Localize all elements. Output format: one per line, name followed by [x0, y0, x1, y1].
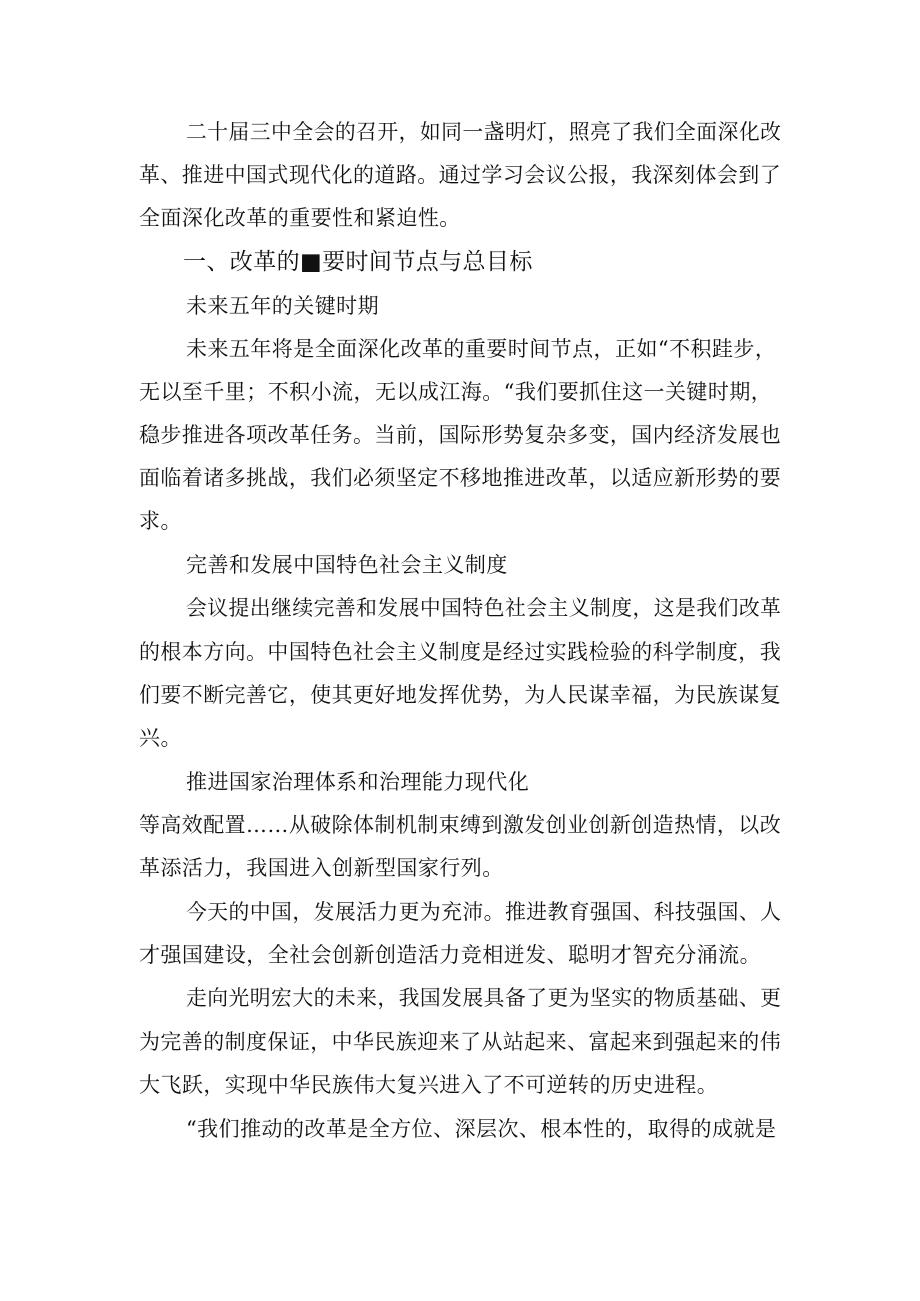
- sub3-line-2: 革添活力，我国进入创新型国家行列。: [139, 856, 504, 880]
- intro-line-1: 二十届三中全会的召开，如同一盏明灯，照亮了我们全面深化改: [186, 120, 782, 144]
- subsection-title-3: 推进国家治理体系和治理能力现代化: [186, 770, 530, 794]
- sub3-line-1: 等高效配置……从破除体制机制束缚到激发创业创新创造热情，以改: [139, 813, 782, 837]
- sub1-line-5: 求。: [139, 509, 182, 533]
- future-line-1: 走向光明宏大的未来，我国发展具备了更为坚实的物质基础、更: [186, 986, 782, 1010]
- sub2-line-2: 的根本方向。中国特色社会主义制度是经过实践检验的科学制度，我: [139, 640, 782, 664]
- subsection-title-1: 未来五年的关键时期: [186, 294, 380, 318]
- sub1-line-1: 未来五年将是全面深化改革的重要时间节点，正如“不积跬步，: [186, 337, 777, 361]
- today-line-1: 今天的中国，发展活力更为充沛。推进教育强国、科技强国、人: [186, 900, 782, 924]
- sub2-line-3: 们要不断完善它，使其更好地发挥优势，为人民谋幸福，为民族谋复: [139, 683, 782, 707]
- sub1-line-2: 无以至千里；不积小流，无以成江海。“我们要抓住这一关键时期，: [139, 380, 773, 404]
- intro-line-3: 全面深化改革的重要性和紧迫性。: [139, 206, 461, 230]
- sub1-line-3: 稳步推进各项改革任务。当前，国际形势复杂多变，国内经济发展也: [139, 423, 782, 447]
- future-line-3: 大飞跃，实现中华民族伟大复兴进入了不可逆转的历史进程。: [139, 1073, 719, 1097]
- quote-line-1: “我们推动的改革是全方位、深层次、根本性的，取得的成就是: [186, 1117, 777, 1141]
- sub2-line-1: 会议提出继续完善和发展中国特色社会主义制度，这是我们改革: [186, 596, 782, 620]
- subsection-title-2: 完善和发展中国特色社会主义制度: [186, 553, 508, 577]
- today-line-2: 才强国建设，全社会创新创造活力竞相迸发、聪明才智充分涌流。: [139, 943, 762, 967]
- sub1-line-4: 面临着诸多挑战，我们必须坚定不移地推进改革，以适应新形势的要: [139, 466, 782, 490]
- sub2-line-4: 兴。: [139, 726, 182, 750]
- future-line-2: 为完善的制度保证，中华民族迎来了从站起来、富起来到强起来的伟: [139, 1030, 782, 1054]
- section-heading: 一、改革的■要时间节点与总目标: [183, 249, 533, 275]
- intro-line-2: 革、推进中国式现代化的道路。通过学习会议公报，我深刻体会到了: [139, 163, 782, 187]
